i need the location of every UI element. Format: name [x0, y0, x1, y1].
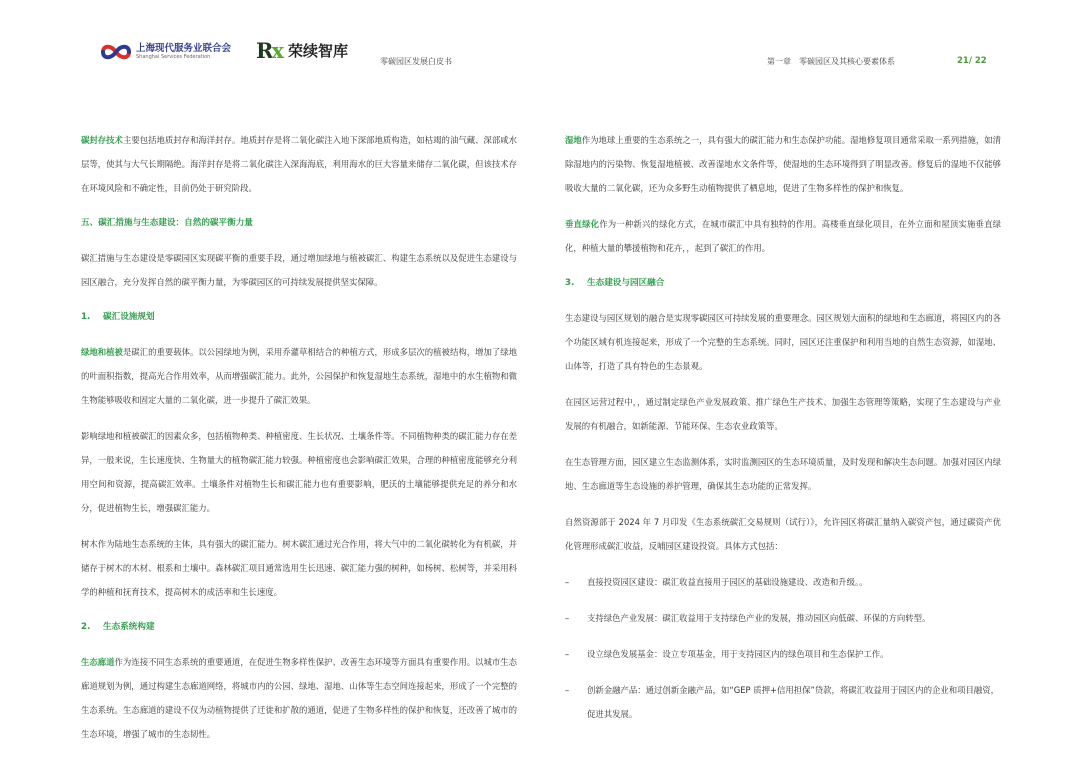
- term-eco-corridor: 生态廊道: [81, 657, 115, 667]
- paragraph-eco-corridor: 生态廊道作为连接不同生态系统的重要通道，在促进生物多样性保护、改善生态环境等方面具有重要作用。以城市生态廊道规划为例，通过构建生态廊道网络，将城市内的公园、绿地、湿地、山体等生态空间连接起来，形成了一个完整的生态系统。生态廊道的建设不仅为动植物提供了迁徙和扩散的通道，促进了生物多样性的保护和恢复，还改善了城市的生态环境，增强了城市的生态韧性。: [81, 657, 518, 739]
- term-vertical-greening: 垂直绿化: [565, 219, 600, 229]
- section-heading-5: 五、碳汇措施与生态建设：自然的碳平衡力量: [81, 218, 253, 228]
- paragraph-carbon-trading-rules: 自然资源部于 2024 年 7 月印发《生态系统碳汇交易规则（试行）》，允许园区将碳汇量纳入碳资产包，通过碳资产优化管理形成碳汇收益，反哺园区建设投资。具体方式包括：: [565, 517, 1001, 551]
- federation-name-cn: 上海现代服务业联合会: [136, 42, 232, 54]
- paragraph-intro: 碳汇措施与生态建设是零碳园区实现碳平衡的重要手段，通过增加绿地与植被碳汇、构建生态系统以及促进生态建设与园区融合，充分发挥自然的碳平衡力量，为零碳园区的可持续发展提供坚实保障。: [81, 253, 517, 287]
- rx-logo-r: R: [256, 38, 272, 63]
- paragraph-wetland: 湿地作为地球上重要的生态系统之一，具有强大的碳汇能力和生态保护功能。湿地修复项目通常采取一系列措施，如清除湿地内的污染物、恢复湿地植被、改善湿地水文条件等，使湿地的生态环境得到了明显改善。修复后的湿地不仅能够吸收大量的二氧化碳，还为众多野生动植物提供了栖息地，促进了生物多样性的保护和恢复。: [565, 135, 1002, 193]
- document-title: 零碳园区发展白皮书: [380, 57, 452, 66]
- think-tank-name: 荣续智库: [287, 42, 348, 60]
- rongxu-think-tank-logo: [256, 38, 348, 63]
- list-item: – 直接投资园区建设：碳汇收益直接用于园区的基础设施建设、改造和升级。。: [565, 577, 868, 587]
- list-item: – 创新金融产品：通过创新金融产品，如“GEP 质押+信用担保”贷款，将碳汇收益用于园区内的企业和项目融资，促进其发展。: [565, 685, 1000, 719]
- rx-logo-x: x: [271, 38, 282, 63]
- page-header: [0, 0, 1080, 80]
- chapter-title: 第一章 零碳园区及其核心要素体系: [767, 57, 895, 66]
- term-carbon-storage: 碳封存技术: [81, 135, 123, 145]
- paragraph-factors: 影响绿地和植被碳汇的因素众多，包括植物种类、种植密度、生长状况、土壤条件等。不同植物种类的碳汇能力存在差异，一般来说，生长速度快、生物量大的植物碳汇能力较强。种植密度也会影响碳汇效果，合理的种植密度能够充分利用空间和资源，提高碳汇效率。土壤条件对植物生长和碳汇能力也有重要影响，肥沃的土壤能够提供充足的养分和水分，促进植物生长，增强碳汇能力。: [81, 431, 517, 513]
- subheading-1: 1. 碳汇设施规划: [81, 312, 155, 322]
- paragraph-operations: 在园区运营过程中，，通过制定绿色产业发展政策、推广绿色生产技术、加强生态管理等策略，实现了生态建设与产业发展的有机融合，如新能源、节能环保、生态农业政策等。: [565, 397, 1001, 431]
- subheading-3: 3. 生态建设与园区融合: [565, 278, 665, 288]
- rx-logo-icon: [256, 38, 282, 63]
- subheading-2: 2. 生态系统构建: [81, 622, 155, 632]
- paragraph-trees: 树木作为陆地生态系统的主体，具有强大的碳汇能力。树木碳汇通过光合作用，将大气中的二氧化碳转化为有机碳，并储存于树木的木材、根系和土壤中。森林碳汇项目通常选用生长迅速、碳汇能力强的树种，如杨树、松树等，并采用科学的种植和抚育技术，提高树木的成活率和生长速度。: [81, 539, 517, 597]
- right-column: [565, 128, 1001, 726]
- paragraph-eco-management: 在生态管理方面，园区建立生态监测体系，实时监测园区的生态环境质量，及时发现和解决生态问题。加强对园区内绿地、生态廊道等生态设施的养护管理，确保其生态功能的正常发挥。: [565, 457, 1001, 491]
- shanghai-services-federation-logo: [100, 40, 240, 64]
- paragraph-green-space: 绿地和植被是碳汇的重要载体。以公园绿地为例，采用乔灌草相结合的种植方式，形成多层次的植被结构，增加了绿地的叶面积指数，提高光合作用效率，从而增强碳汇能力。此外，公园保护和恢复湿地生态系统，湿地中的水生植物和微生物能够吸收和固定大量的二氧化碳，进一步提升了碳汇效果。: [81, 347, 518, 405]
- term-wetland: 湿地: [565, 135, 582, 145]
- federation-emblem-icon: [100, 41, 132, 63]
- page-number: 21/ 22: [957, 56, 987, 66]
- list-item: – 设立绿色发展基金：设立专项基金，用于支持园区内的绿色项目和生态保护工作。: [565, 649, 889, 659]
- term-green-space: 绿地和植被: [81, 347, 123, 357]
- paragraph-carbon-storage: 碳封存技术主要包括地质封存和海洋封存。地质封存是将二氧化碳注入地下深部地质构造，如枯竭的油气藏、深部咸水层等，使其与大气长期隔绝。海洋封存是将二氧化碳注入深海海底，利用海水的巨大容量来储存二氧化碳，但该技术存在环境风险和不确定性，目前仍处于研究阶段。: [81, 135, 518, 193]
- federation-name-en: Shanghai Services Federation: [136, 54, 211, 61]
- paragraph-vertical-greening: 垂直绿化作为一种新兴的绿化方式，在城市碳汇中具有独特的作用。高楼垂直绿化项目，在外立面和屋顶实施垂直绿化，种植大量的攀援植物和花卉，，起到了碳汇的作用。: [565, 219, 1002, 253]
- left-column: [81, 128, 517, 746]
- list-item: – 支持绿色产业发展：碳汇收益用于支持绿色产业的发展，推动园区向低碳、环保的方向转型。: [565, 613, 931, 623]
- paragraph-integration: 生态建设与园区规划的融合是实现零碳园区可持续发展的重要理念。园区规划大面积的绿地和生态廊道，将园区内的各个功能区域有机连接起来，形成了一个完整的生态系统。同时，园区还注重保护和利用当地的自然生态资源，如湿地、山体等，打造了具有特色的生态景观。: [565, 313, 1001, 371]
